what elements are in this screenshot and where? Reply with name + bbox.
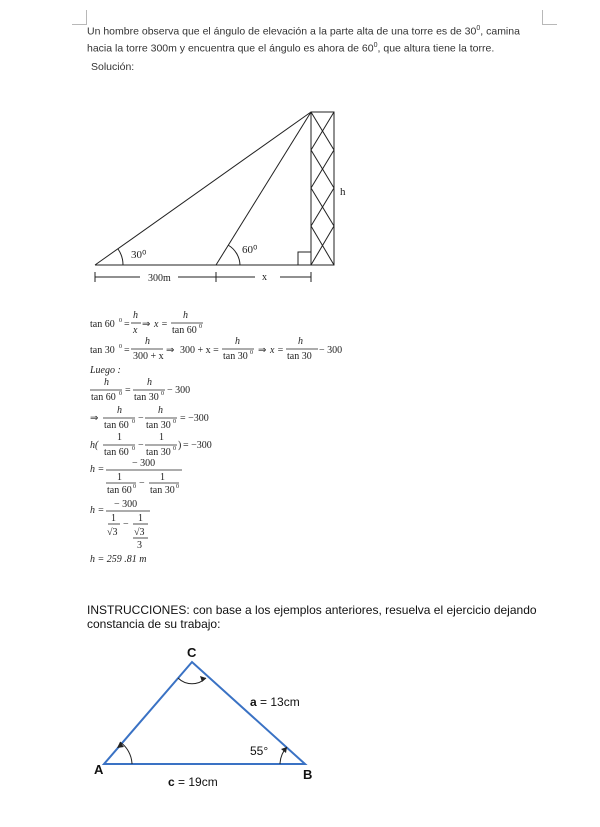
implies-sign: ⇒ [258,345,267,356]
denominator-tan30: tan 30 [223,351,248,362]
numerator-one: 1 [117,432,122,443]
vertex-a-label: A [94,762,104,777]
implies-sign: ⇒ [166,345,175,356]
numerator-one: 1 [138,513,143,524]
height-label: h [340,186,346,198]
x-equals: x = [154,319,168,330]
numerator-minus-300: − 300 [114,499,138,510]
degree-mark: 0 [133,484,136,490]
arrowhead-b [281,747,287,753]
degree-mark: 0 [161,391,164,397]
implies-sign: ⇒ [142,319,151,330]
tower [311,112,334,265]
right-angle-marker [298,252,311,265]
numerator-minus-300: − 300 [132,458,156,469]
problem-text-middle: , camina hacia la torre 300m y encuentra que el ángulo es ahora de 60 [87,25,520,54]
degree-mark: 0 [132,446,135,452]
angle-arc-60 [228,245,240,265]
equation-line-1 [90,310,203,336]
h-equals: h = [90,464,105,475]
denominator-tan30: tan 30 [287,351,312,362]
denominator-x: x [133,325,138,336]
equation-line-6 [90,458,182,496]
denominator-tan30: tan 30 [134,392,159,403]
denominator-tan30: tan 30 [146,447,171,458]
problem-text-end: , que altura tiene la torre. [377,42,495,54]
equation-line-4 [90,405,209,431]
angle-label-60: 60⁰ [242,244,258,256]
tower-diagram [0,0,600,300]
tan30-text: tan 30 [90,345,115,356]
tan60-text: tan 60 [90,319,115,330]
minus-sign: − [138,440,144,451]
denominator-tan60: tan 60 [104,447,129,458]
unknown-label: x [262,272,267,283]
minus-300: − 300 [319,345,343,356]
minus-sign: − [138,413,144,424]
numerator-h: h [147,377,152,388]
degree-mark: 0 [173,419,176,425]
denominator-tan60: tan 60 [91,392,116,403]
degree-mark: 0 [176,484,179,490]
denominator-three: 3 [137,540,142,551]
h-equals: h = [90,505,105,516]
numerator-h: h [133,310,138,321]
angle-b-label: 55° [250,744,269,758]
side-c-letter: c [168,775,175,789]
minus-300: − 300 [167,385,191,396]
numerator-h: h [104,377,109,388]
degree-mark: 0 [119,344,122,350]
equals-sign: = [124,319,130,330]
solution-label: Solución: [91,61,135,73]
300-plus-x-equals: 300 + x = [180,345,219,356]
equation-line-5 [90,432,212,458]
side-c-label [168,775,218,789]
denominator-300-plus-x: 300 + x [133,351,164,362]
denominator-sqrt3: √3 [107,527,118,538]
numerator-h: h [298,336,303,347]
side-a-value: = 13cm [256,695,300,709]
luego-label: Luego : [90,365,121,376]
minus-sign: − [123,519,129,530]
numerator-h: h [117,405,122,416]
denominator-tan60: tan 60 [107,485,132,496]
numerator-one: 1 [159,432,164,443]
instructions-text: INSTRUCCIONES: con base a los ejemplos anteriores, resuelva el ejercicio dejando constancia de su trabajo: [87,603,537,631]
numerator-h: h [158,405,163,416]
final-result: h = 259 .81 m [90,554,147,565]
denominator-tan30: tan 30 [150,485,175,496]
side-a-label [250,695,300,709]
problem-text-start: Un hombre observa que el ángulo de elevación a la parte alta de una torre es de 30 [87,25,477,38]
denominator-tan30: tan 30 [146,420,171,431]
triangle-figure [0,640,600,827]
hypotenuse-60 [216,112,311,265]
x-equals: x = [270,345,284,356]
angle-label-30: 30⁰ [131,249,147,261]
distance-label: 300m [148,273,171,284]
equals-sign: = [125,385,131,396]
degree-mark: 0 [173,446,176,452]
close-paren: ) [178,440,182,451]
numerator-h: h [235,336,240,347]
numerator-sqrt3: √3 [134,527,145,538]
h-paren: h( [90,440,99,451]
equals-minus-300: = −300 [180,413,209,424]
implies-sign: ⇒ [90,413,99,424]
side-a-letter: a [250,695,257,709]
angle-arc-30 [118,249,123,265]
math-derivation [0,300,600,575]
equals-minus-300: = −300 [183,440,212,451]
equation-line-3 [90,377,190,403]
vertex-b-label: B [303,767,313,782]
degree-sup-2: 0 [373,41,378,49]
vertex-c-label: C [187,645,197,660]
numerator-one: 1 [117,472,122,483]
equation-line-2 [90,336,342,362]
degree-sup-1: 0 [476,25,481,32]
triangle-abc [104,662,305,764]
equation-line-7 [90,499,150,551]
degree-mark: 0 [119,391,122,397]
numerator-h: h [183,310,188,321]
degree-mark: 0 [132,419,135,425]
degree-mark: 0 [119,318,122,324]
degree-mark: 0 [250,350,253,356]
numerator-h: h [145,336,150,347]
hypotenuse-30 [95,112,311,265]
denominator-tan60: tan 60 [104,420,129,431]
numerator-one: 1 [111,513,116,524]
denominator-tan60: tan 60 [172,325,197,336]
minus-sign: − [139,478,145,489]
equals-sign: = [124,345,130,356]
side-c-value: = 19cm [174,775,218,789]
numerator-one: 1 [160,472,165,483]
degree-mark: 0 [199,324,202,330]
